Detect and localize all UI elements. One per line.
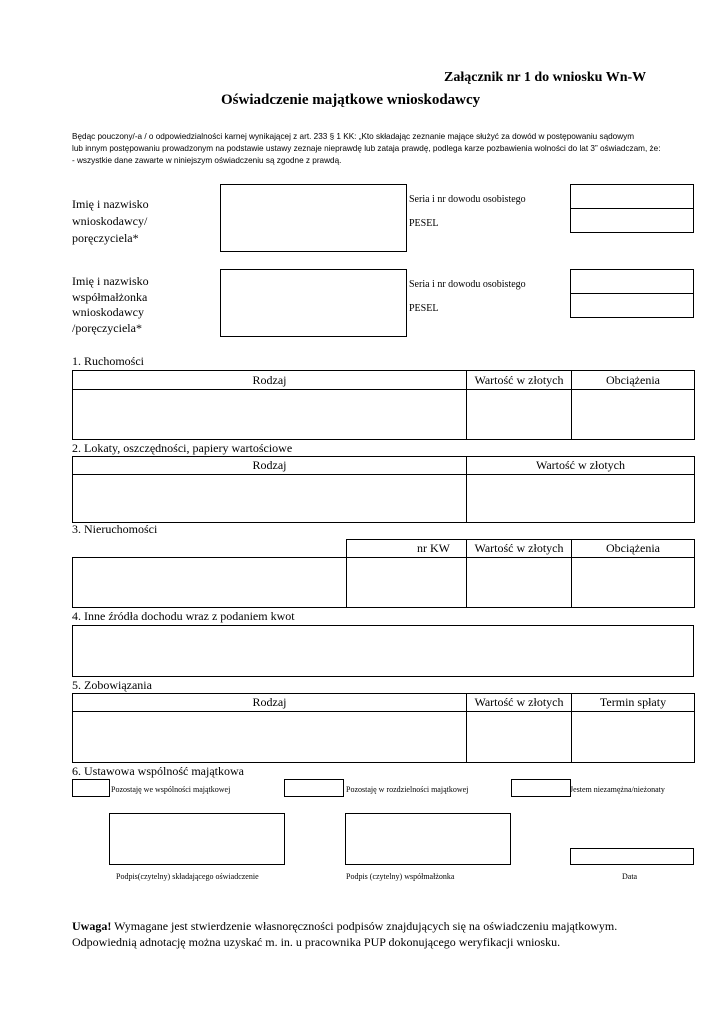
spouse-signature-label: Podpis (czytelny) współmałżonka — [346, 872, 455, 881]
section5-col-value: Wartość w złotych — [467, 694, 572, 712]
spouse-pesel-label: PESEL — [409, 303, 439, 314]
section5-table — [72, 693, 695, 763]
applicant-name-field[interactable] — [220, 184, 407, 252]
section3-property-field[interactable] — [73, 558, 347, 608]
declarant-signature-field[interactable] — [109, 813, 285, 865]
intro-text — [72, 131, 692, 167]
section4-title: 4. Inne źródła dochodu wraz z podaniem kwot — [72, 609, 295, 623]
intro-line-1: Będąc pouczony/-a / o odpowiedzialności karnej wynikającej z art. 233 § 1 KK: „Kto składając zeznanie mające służyć za dowód w postępowaniu sądowym — [72, 132, 635, 141]
section2-value-field[interactable] — [467, 475, 695, 523]
section1-type-field[interactable] — [73, 390, 467, 440]
note-line-2: Odpowiednią adnotację można uzyskać m. in. u pracownika PUP dokonującego weryfikacji wniosku. — [72, 935, 561, 949]
spouse-label-line-4: /poręczyciela* — [72, 320, 142, 335]
section5-value-field[interactable] — [467, 712, 572, 763]
section1-table — [72, 370, 695, 440]
section5-term-field[interactable] — [572, 712, 695, 763]
spouse-signature-field[interactable] — [345, 813, 511, 865]
intro-line-3: - wszystkie dane zawarte w niniejszym oświadczeniu są zgodne z prawdą. — [72, 156, 342, 165]
section3-value-field[interactable] — [467, 558, 572, 608]
option-separate-property-checkbox[interactable] — [284, 779, 344, 797]
section3-corner — [73, 540, 347, 558]
section5-title: 5. Zobowiązania — [72, 678, 152, 692]
section2-type-field[interactable] — [73, 475, 467, 523]
spouse-id-field[interactable] — [570, 269, 694, 294]
option-unmarried-label: Jestem niezamężna/nieżonaty — [570, 785, 665, 794]
intro-line-2: lub innym postępowaniu prowadzonym na podstawie ustawy zeznaje nieprawdę lub zataja prawdę, podlega karze pozbawienia wolności do lat 3” oświadczam, że: — [72, 144, 661, 153]
applicant-name-label — [72, 196, 149, 247]
section2-table — [72, 456, 695, 523]
section2-col-type: Rodzaj — [73, 457, 467, 475]
section6-title: 6. Ustawowa wspólność majątkowa — [72, 764, 244, 778]
section3-table — [72, 539, 695, 608]
note-text-1: Wymagane jest stwierdzenie własnoręczności podpisów znajdujących się na oświadczeniu majątkowym. — [111, 919, 618, 933]
declarant-signature-label: Podpis(czytelny) składającego oświadczenie — [116, 872, 259, 881]
note — [72, 918, 662, 950]
section1-col-value: Wartość w złotych — [467, 371, 572, 390]
spouse-label-line-1: Imię i nazwisko — [72, 274, 149, 288]
applicant-pesel-field[interactable] — [570, 208, 694, 233]
note-line-1 — [72, 918, 662, 934]
note-bold: Uwaga! — [72, 919, 112, 933]
spouse-label-line-2: współmałżonka — [72, 289, 148, 304]
section1-col-encumbrance: Obciążenia — [572, 371, 695, 390]
option-joint-property-label: Pozostaję we wspólności majątkowej — [111, 785, 231, 794]
section5-col-type: Rodzaj — [73, 694, 467, 712]
section2-title: 2. Lokaty, oszczędności, papiery wartościowe — [72, 441, 293, 455]
section5-col-term: Termin spłaty — [572, 694, 695, 712]
option-joint-property-checkbox[interactable] — [72, 779, 110, 797]
section3-kw-field[interactable] — [347, 558, 467, 608]
section4-income-field[interactable] — [72, 625, 694, 677]
date-field[interactable] — [570, 848, 694, 865]
section1-title: 1. Ruchomości — [72, 354, 144, 368]
spouse-id-label: Seria i nr dowodu osobistego — [409, 279, 526, 290]
applicant-id-field[interactable] — [570, 184, 694, 209]
applicant-label-line-2: wnioskodawcy/ — [72, 214, 148, 228]
section1-value-field[interactable] — [467, 390, 572, 440]
page-title: Oświadczenie majątkowe wnioskodawcy — [221, 92, 481, 108]
applicant-label-line-1: Imię i nazwisko — [72, 197, 149, 211]
spouse-pesel-field[interactable] — [570, 293, 694, 318]
section1-encumbrance-field[interactable] — [572, 390, 695, 440]
section3-encumbrance-field[interactable] — [572, 558, 695, 608]
option-unmarried-checkbox[interactable] — [511, 779, 571, 797]
date-label: Data — [622, 872, 638, 881]
section1-col-type: Rodzaj — [73, 371, 467, 390]
section5-type-field[interactable] — [73, 712, 467, 763]
spouse-name-field[interactable] — [220, 269, 407, 337]
section3-col-value: Wartość w złotych — [467, 540, 572, 558]
section2-col-value: Wartość w złotych — [467, 457, 695, 475]
section3-col-kw: nr KW — [347, 540, 467, 558]
option-separate-property-label: Pozostaję w rozdzielności majątkowej — [346, 785, 469, 794]
section3-col-encumbrance: Obciążenia — [572, 540, 695, 558]
applicant-pesel-label: PESEL — [409, 218, 439, 229]
applicant-id-label: Seria i nr dowodu osobistego — [409, 194, 526, 205]
spouse-name-label — [72, 274, 149, 336]
applicant-label-line-3: poręczyciela* — [72, 231, 139, 245]
spouse-label-line-3: wnioskodawcy — [72, 305, 144, 319]
section3-title: 3. Nieruchomości — [72, 522, 158, 536]
attachment-label: Załącznik nr 1 do wniosku Wn-W — [444, 70, 647, 85]
